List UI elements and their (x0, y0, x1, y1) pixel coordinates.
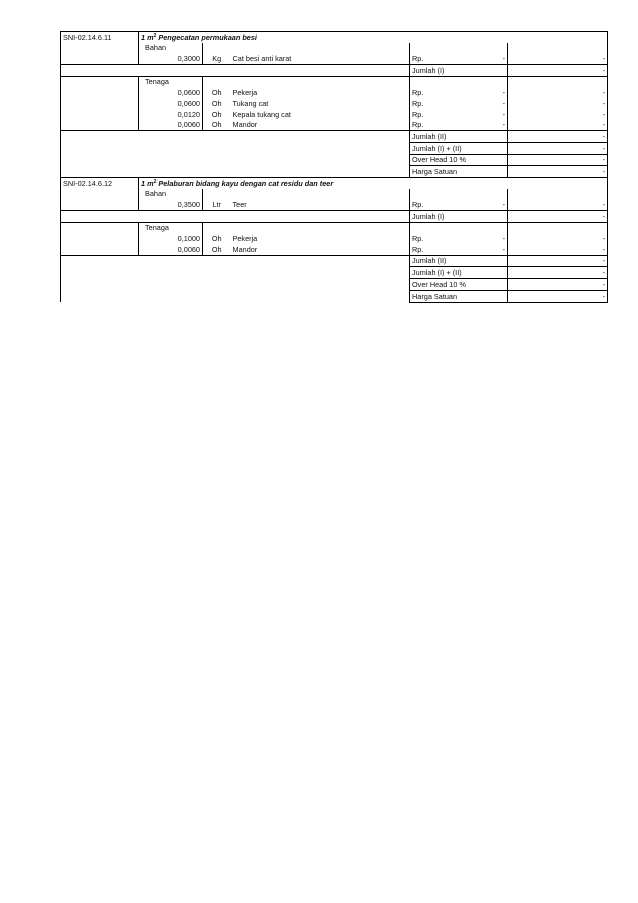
unit: Oh (203, 87, 231, 98)
rp-cell (410, 233, 508, 244)
item-name: Kepala tukang cat (232, 109, 291, 119)
summary-total: - (508, 166, 608, 178)
unit: Oh (203, 98, 231, 109)
unit-price: - (502, 120, 505, 130)
section-title (139, 32, 608, 43)
bahan-label-row (61, 189, 608, 200)
unit-price: - (502, 234, 505, 244)
rp-label: Rp. (412, 109, 424, 119)
line-total: - (508, 233, 608, 244)
cell (231, 222, 410, 233)
summary-row (61, 131, 608, 143)
cell (203, 222, 231, 233)
rp-label: Rp. (412, 88, 424, 98)
cell (231, 189, 410, 200)
tenaga-item-row (61, 109, 608, 120)
summary-total: - (508, 255, 608, 267)
summary-total: - (508, 290, 608, 302)
summary-label: Harga Satuan (410, 290, 508, 302)
cell (508, 76, 608, 87)
blank-span (61, 131, 410, 178)
cell (61, 199, 139, 210)
coefficient: 0,1000 (177, 234, 200, 244)
bahan-label: Bahan (145, 189, 167, 199)
cell (61, 244, 139, 255)
rp-cell (410, 109, 508, 120)
unit-price: - (502, 98, 505, 108)
line-total: - (508, 87, 608, 98)
item-name: Tukang cat (232, 98, 269, 108)
cell (231, 43, 410, 54)
rp-cell (410, 87, 508, 98)
cell (410, 189, 508, 200)
cell (203, 76, 231, 87)
bahan-item-row (61, 199, 608, 210)
blank-span (61, 65, 410, 77)
summary-total: - (508, 279, 608, 291)
cell (410, 76, 508, 87)
tenaga-item-row (61, 98, 608, 109)
cell (61, 109, 139, 120)
title-text: Pelaburan bidang kayu dengan cat residu dan teer (156, 178, 334, 188)
bahan-label-row (61, 43, 608, 54)
summary-total: - (508, 211, 608, 223)
cell (410, 222, 508, 233)
rp-label: Rp. (412, 98, 424, 108)
summary-total: - (508, 131, 608, 143)
section-header-row (61, 32, 608, 43)
rp-cell (410, 98, 508, 109)
summary-label: Harga Satuan (410, 166, 508, 178)
line-total: - (508, 98, 608, 109)
tenaga-label: Tenaga (139, 222, 203, 233)
cell (508, 222, 608, 233)
line-total: - (508, 199, 608, 210)
item-name: Pekerja (232, 88, 258, 98)
cell (61, 53, 139, 64)
title-text: Pengecatan permukaan besi (156, 32, 257, 42)
title-superscript: 2 (153, 32, 157, 39)
tenaga-item-row (61, 233, 608, 244)
item-name: Pekerja (232, 234, 258, 244)
item-name: Teer (232, 200, 247, 209)
tenaga-item-row (61, 87, 608, 98)
coefficient: 0,0600 (177, 98, 200, 108)
title-superscript: 2 (153, 178, 157, 185)
rp-label: Rp. (412, 244, 424, 254)
summary-label: Jumlah (II) (410, 255, 508, 267)
summary-total: - (508, 65, 608, 77)
analysis-table (60, 31, 608, 303)
blank-span (61, 255, 410, 302)
rp-cell (410, 53, 508, 64)
rp-cell (410, 120, 508, 131)
cell (61, 233, 139, 244)
coefficient: 0,3000 (177, 54, 200, 64)
line-total: - (508, 120, 608, 131)
title-prefix: 1 m (141, 32, 154, 42)
analysis-table-body (61, 32, 608, 303)
unit: Oh (203, 120, 231, 131)
rp-label: Rp. (412, 120, 424, 130)
cell (61, 98, 139, 109)
coefficient: 0,0060 (177, 244, 200, 254)
summary-label: Over Head 10 % (410, 154, 508, 166)
item-name: Mandor (232, 244, 258, 254)
cell (61, 222, 139, 233)
unit: Kg (203, 53, 231, 64)
jumlah-1-row (61, 211, 608, 223)
summary-total: - (508, 267, 608, 279)
summary-label: Jumlah (I) + (II) (410, 267, 508, 279)
cell (61, 120, 139, 131)
tenaga-item-row (61, 120, 608, 131)
summary-total: - (508, 154, 608, 166)
unit-price: - (502, 244, 505, 254)
cell (61, 43, 139, 54)
cell (61, 87, 139, 98)
coefficient: 0,0060 (177, 120, 200, 130)
rp-label: Rp. (412, 234, 424, 244)
jumlah-1-row (61, 65, 608, 77)
unit-price: - (502, 200, 505, 209)
unit: Oh (203, 244, 231, 255)
section-code: SNI-02.14.6.11 (61, 32, 139, 43)
rp-cell (410, 199, 508, 210)
section-code: SNI-02.14.6.12 (61, 177, 139, 188)
line-total: - (508, 53, 608, 64)
unit-price: - (502, 54, 505, 64)
cell (203, 43, 231, 54)
section-header-row (61, 177, 608, 188)
coefficient: 0,0600 (177, 88, 200, 98)
cell (410, 43, 508, 54)
section-title (139, 177, 608, 188)
unit: Oh (203, 233, 231, 244)
unit-price: - (502, 109, 505, 119)
item-name: Mandor (232, 120, 258, 130)
cell (508, 189, 608, 200)
unit-price: - (502, 88, 505, 98)
line-total: - (508, 109, 608, 120)
unit: Ltr (203, 199, 231, 210)
tenaga-label-row (61, 76, 608, 87)
line-total: - (508, 244, 608, 255)
rp-cell (410, 244, 508, 255)
cell (61, 76, 139, 87)
rp-label: Rp. (412, 54, 424, 64)
summary-label: Jumlah (I) (410, 65, 508, 77)
tenaga-label-row (61, 222, 608, 233)
summary-label: Jumlah (I) (410, 211, 508, 223)
cell (231, 76, 410, 87)
title-prefix: 1 m (141, 178, 154, 188)
summary-row (61, 255, 608, 267)
cell (203, 189, 231, 200)
cell (61, 189, 139, 200)
item-name: Cat besi anti karat (232, 54, 292, 64)
summary-label: Jumlah (I) + (II) (410, 142, 508, 154)
bahan-label: Bahan (145, 43, 167, 53)
summary-total: - (508, 142, 608, 154)
coefficient: 0,3500 (177, 200, 200, 209)
rp-label: Rp. (412, 200, 424, 209)
summary-label: Jumlah (II) (410, 131, 508, 143)
summary-label: Over Head 10 % (410, 279, 508, 291)
unit: Oh (203, 109, 231, 120)
tenaga-label: Tenaga (139, 76, 203, 87)
cell (508, 43, 608, 54)
blank-span (61, 211, 410, 223)
bahan-item-row (61, 53, 608, 64)
coefficient: 0,0120 (177, 109, 200, 119)
tenaga-item-row (61, 244, 608, 255)
